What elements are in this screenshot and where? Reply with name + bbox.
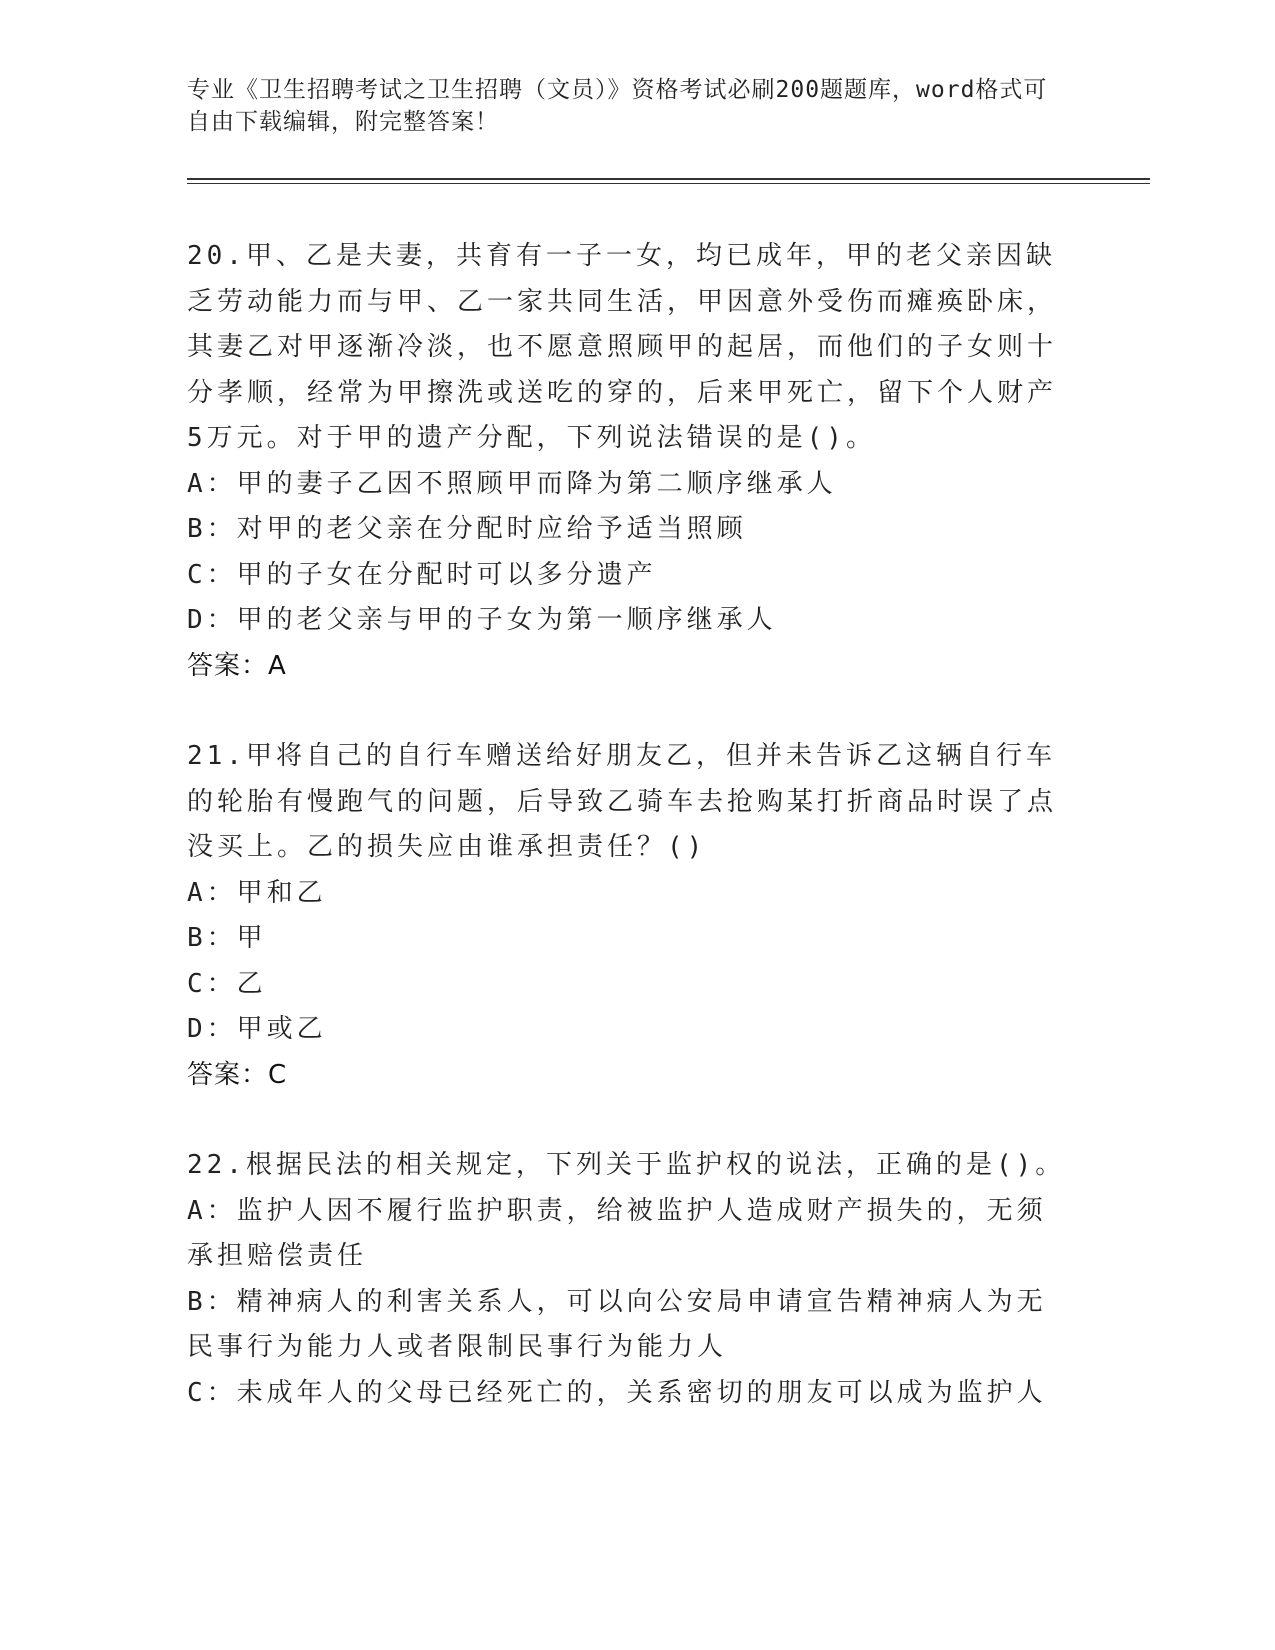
question-22 <box>187 1143 1067 1416</box>
question-list <box>187 234 1067 1461</box>
question-stem: 21.甲将自己的自行车赠送给好朋友乙，但并未告诉乙这辆自行车的轮胎有慢跑气的问题，后导致乙骑车去抢购某打折商品时误了点没买上。乙的损失应由谁承担责任？() <box>187 741 1058 862</box>
option-c: C：乙 <box>187 968 267 999</box>
answer-line: 答案：C <box>187 1059 288 1090</box>
header-divider <box>187 178 1150 184</box>
question-20 <box>187 234 1067 689</box>
option-b: B：甲 <box>187 923 267 953</box>
document-header: 专业《卫生招聘考试之卫生招聘（文员）》资格考试必刷200题题库，word格式可自由下载编辑，附完整答案！ <box>187 77 1048 135</box>
question-stem: 20.甲、乙是夫妻，共育有一子一女，均已成年，甲的老父亲因缺乏劳动能力而与甲、乙一家共同生活，甲因意外受伤而瘫痪卧床，其妻乙对甲逐渐冷淡，也不愿意照顾甲的起居，而他们的子女则十分孝顺，经常为甲擦洗或送吃的穿的，后来甲死亡，留下个人财产5万元。对于甲的遗产分配，下列说法错误的是()。 <box>187 241 1058 453</box>
option-a: A：甲的妻子乙因不照顾甲而降为第二顺序继承人 <box>187 468 837 499</box>
option-b: B：对甲的老父亲在分配时应给予适当照顾 <box>187 514 747 544</box>
question-21 <box>187 734 1067 1098</box>
question-stem: 22.根据民法的相关规定，下列关于监护权的说法，正确的是()。 <box>187 1150 1066 1180</box>
option-c: C：未成年人的父母已经死亡的，关系密切的朋友可以成为监护人 <box>187 1377 1047 1408</box>
option-d: D：甲或乙 <box>187 1014 327 1044</box>
option-a: A：甲和乙 <box>187 877 327 908</box>
answer-line: 答案：A <box>187 650 287 681</box>
option-b: B：精神病人的利害关系人，可以向公安局申请宣告精神病人为无民事行为能力人或者限制民事行为能力人 <box>187 1286 1047 1362</box>
option-d: D：甲的老父亲与甲的子女为第一顺序继承人 <box>187 605 777 635</box>
option-a: A：监护人因不履行监护职责，给被监护人造成财产损失的，无须承担赔偿责任 <box>187 1195 1047 1271</box>
option-c: C：甲的子女在分配时可以多分遗产 <box>187 559 657 590</box>
